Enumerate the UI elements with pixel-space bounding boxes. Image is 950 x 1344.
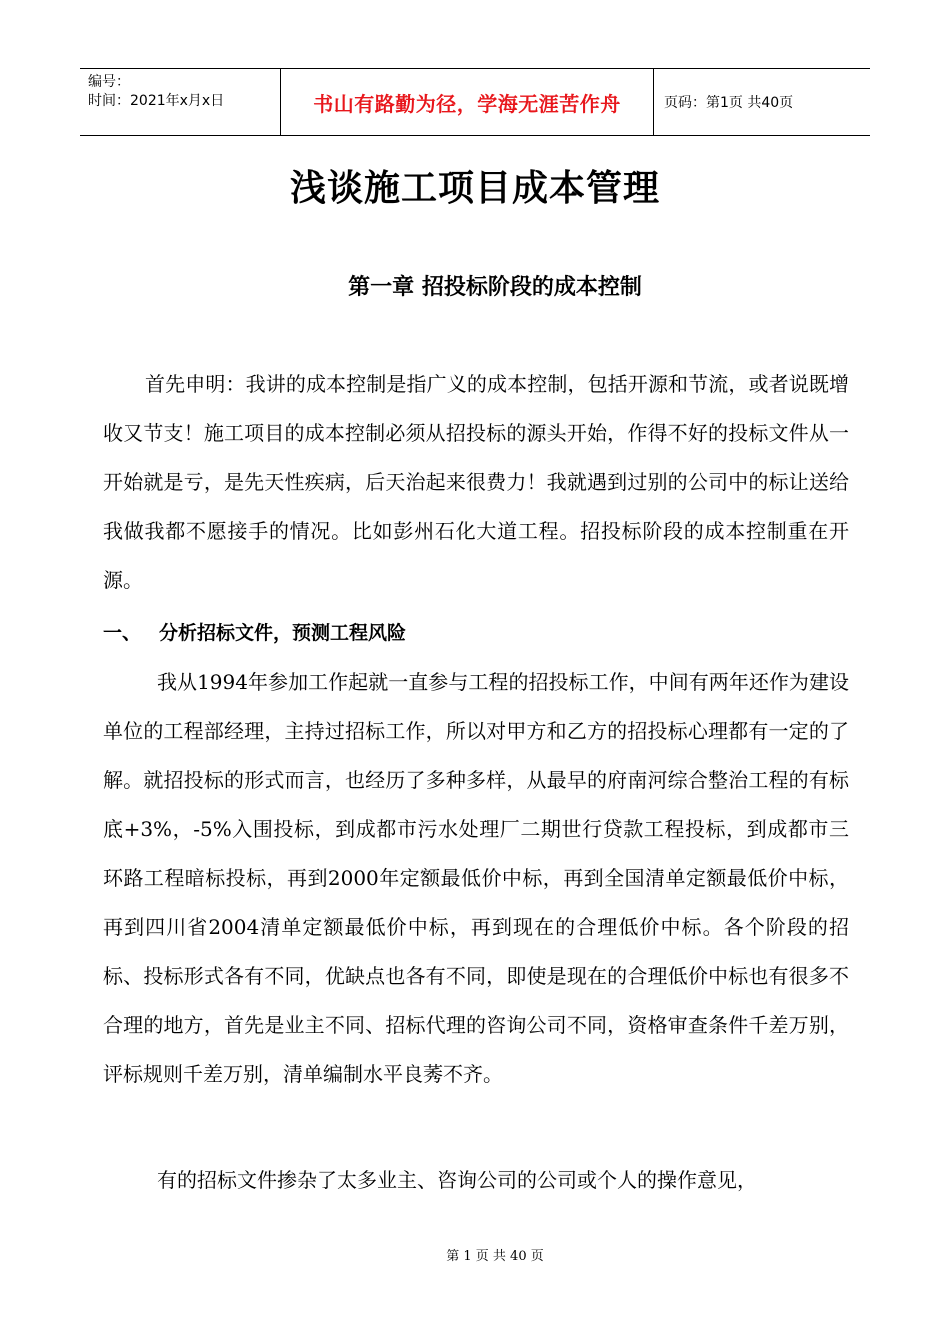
document-title: 浅谈施工项目成本管理	[289, 168, 660, 209]
page-footer: 第 1 页 共 40 页	[446, 1249, 544, 1264]
section-number: 一、	[103, 622, 142, 644]
header-motto-cell	[281, 69, 654, 135]
paragraph-experience: 我从1994年参加工作起就一直参与工程的招投标工作，中间有两年还作为建设单位的工程部经理，主持过招标工作，所以对甲方和乙方的招投标心理都有一定的了解。就招投标的形式而言，也经历了多种多样，从最早的府南河综合整治工程的有标底+3%，-5%入围投标，到成都市污水处理厂二期世行贷款工程投标，到成都市三环路工程暗标投标，再到2000年定额最低价中标，再到全国清单定额最低价中标，再到四川省2004清单定额最低价中标，再到现在的合理低价中标。各个阶段的招标、投标形式各有不同，优缺点也各有不同，即使是现在的合理低价中标也有很多不合理的地方，首先是业主不同、招标代理的咨询公司不同，资格审查条件千差万别，评标规则千差万别，清单编制水平良莠不齐。	[103, 670, 849, 1086]
header-table	[80, 68, 870, 136]
section-title: 分析招标文件，预测工程风险	[159, 622, 407, 644]
section-heading-1	[103, 618, 406, 645]
header-page-cell	[654, 69, 870, 135]
paragraph-continued: 有的招标文件掺杂了太多业主、咨询公司的公司或个人的操作意见，	[157, 1168, 757, 1192]
header-page-info: 页码：第1页 共40页	[664, 95, 794, 111]
header-meta-cell	[80, 69, 281, 135]
chapter-heading: 第一章 招投标阶段的成本控制	[348, 275, 642, 300]
document-time-label: 时间：2021年x月x日	[88, 93, 225, 109]
paragraph-intro: 首先申明：我讲的成本控制是指广义的成本控制，包括开源和节流，或者说既增收又节支！施工项目的成本控制必须从招投标的源头开始，作得不好的投标文件从一开始就是亏，是先天性疾病，后天治起来很费力！我就遇到过别的公司中的标让送给我做我都不愿接手的情况。比如彭州石化大道工程。招投标阶段的成本控制重在开源。	[103, 372, 849, 592]
document-number-label: 编号：	[88, 74, 130, 90]
header-motto: 书山有路勤为径，学海无涯苦作舟	[313, 91, 621, 116]
